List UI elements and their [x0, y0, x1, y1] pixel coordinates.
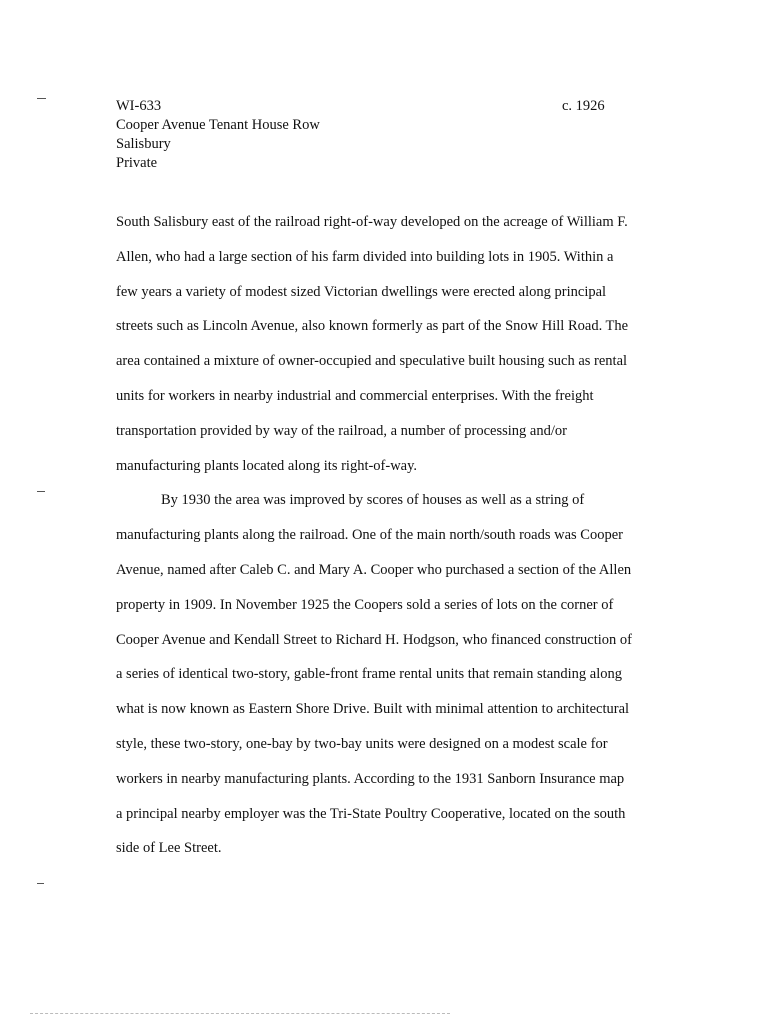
- text-line: By 1930 the area was improved by scores of houses as well as a string of: [161, 492, 585, 509]
- site-id: WI-633: [116, 98, 162, 114]
- text-line: property in 1909. In November 1925 the Coopers sold a series of lots on the corner of: [116, 596, 614, 613]
- scan-artifact-line: [30, 1013, 450, 1015]
- site-name: Cooper Avenue Tenant House Row: [116, 117, 320, 133]
- body-text: [116, 205, 661, 866]
- text-line: area contained a mixture of owner-occupied and speculative built housing such as rental: [116, 353, 628, 370]
- margin-mark-middle: [37, 491, 45, 492]
- text-line: a series of identical two-story, gable-front frame rental units that remain standing along: [116, 666, 622, 683]
- text-line: a principal nearby employer was the Tri-State Poultry Cooperative, located on the south: [116, 805, 626, 822]
- text-line: Avenue, named after Caleb C. and Mary A. Cooper who purchased a section of the Allen: [116, 561, 632, 578]
- site-date: c. 1926: [562, 98, 605, 114]
- site-ownership: Private: [116, 155, 158, 171]
- margin-mark-top: [37, 98, 46, 99]
- document-header: [116, 97, 320, 173]
- text-line: Allen, who had a large section of his farm divided into building lots in 1905. Within a: [116, 248, 614, 265]
- text-line: side of Lee Street.: [116, 840, 222, 857]
- text-line: units for workers in nearby industrial and commercial enterprises. With the freight: [116, 387, 594, 404]
- text-line: workers in nearby manufacturing plants. According to the 1931 Sanborn Insurance map: [116, 770, 625, 787]
- text-line: Cooper Avenue and Kendall Street to Richard H. Hodgson, who financed construction of: [116, 631, 632, 648]
- text-line: manufacturing plants located along its right-of-way.: [116, 457, 418, 474]
- text-line: manufacturing plants along the railroad. One of the main north/south roads was Cooper: [116, 527, 623, 544]
- text-line: what is now known as Eastern Shore Drive. Built with minimal attention to architectural: [116, 701, 630, 718]
- text-line: South Salisbury east of the railroad right-of-way developed on the acreage of William F.: [116, 214, 628, 230]
- text-line: streets such as Lincoln Avenue, also known formerly as part of the Snow Hill Road. The: [116, 318, 629, 335]
- site-location: Salisbury: [116, 136, 171, 152]
- text-line: transportation provided by way of the railroad, a number of processing and/or: [116, 422, 567, 439]
- text-line: style, these two-story, one-bay by two-bay units were designed on a modest scale for: [116, 735, 608, 752]
- paragraph-2: [116, 483, 661, 866]
- text-line: few years a variety of modest sized Victorian dwellings were erected along principal: [116, 283, 607, 300]
- paragraph-1: [116, 205, 661, 483]
- margin-mark-bottom: [37, 883, 44, 884]
